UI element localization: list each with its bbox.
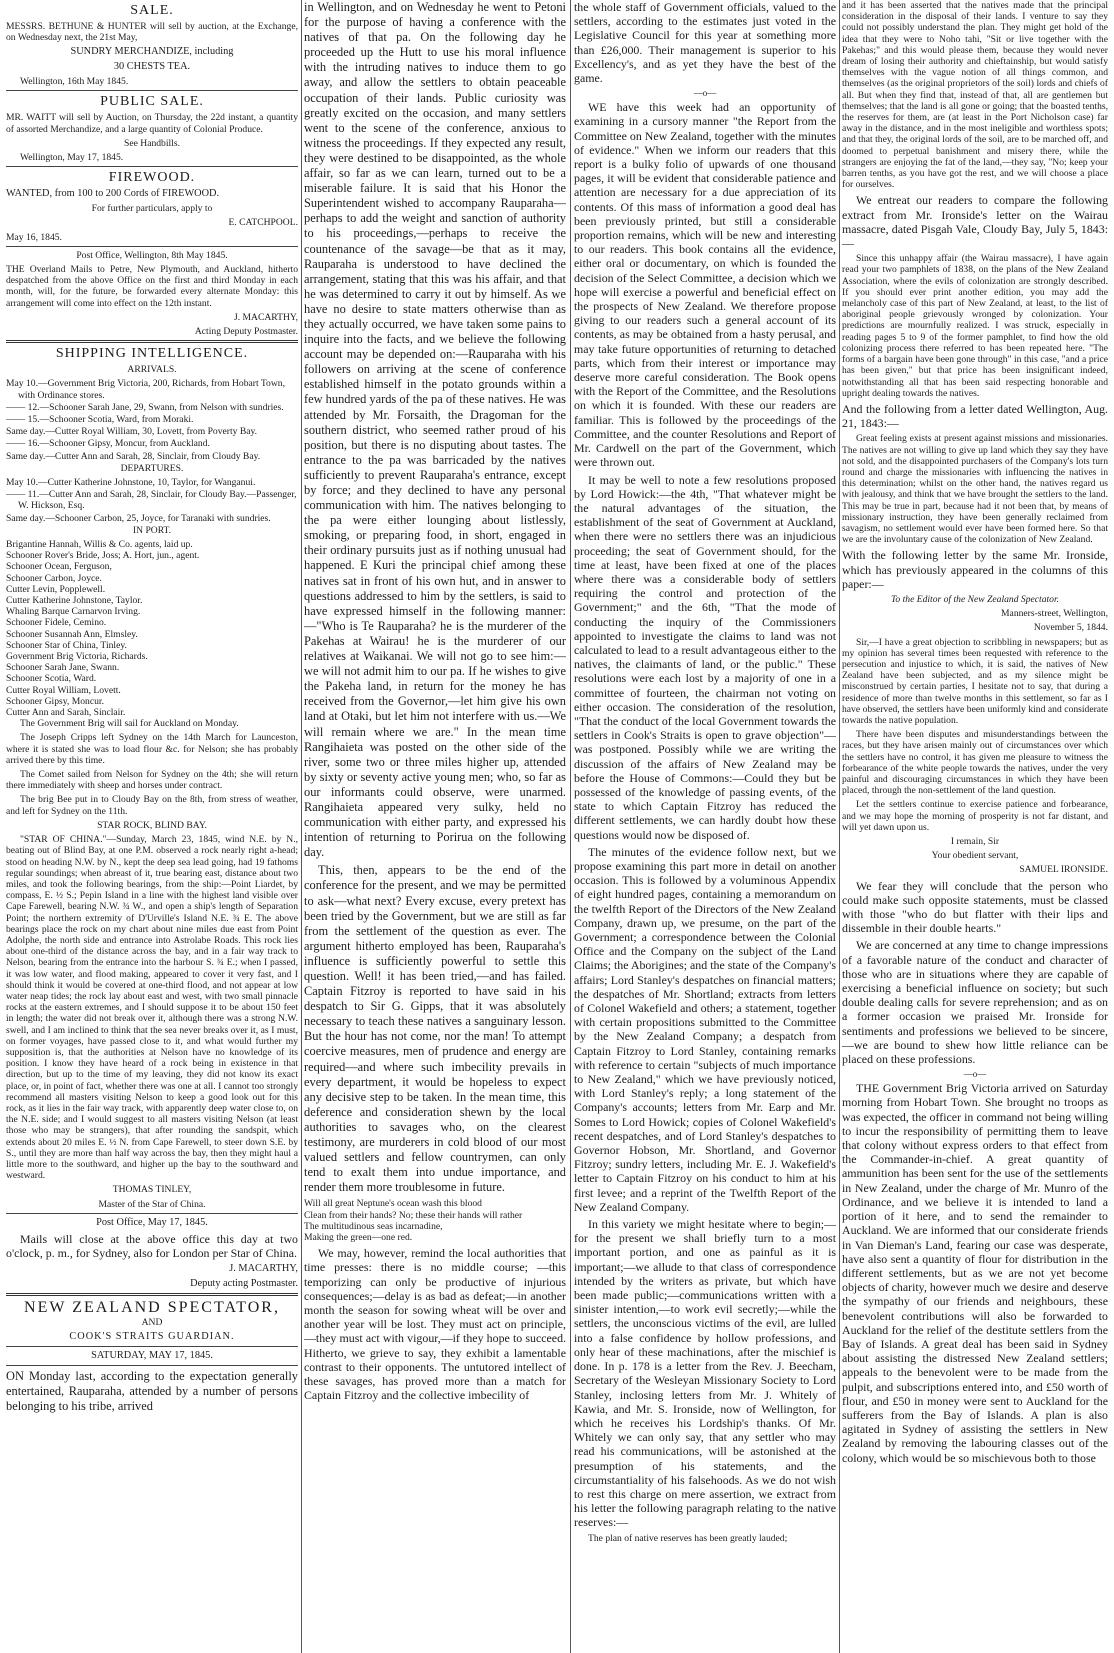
divider xyxy=(6,246,298,247)
article-paragraph: This, then, appears to be the end of the conference for the present, and we may be permitted to ask—what next? Every excuse, every pretext has been tried by the Government, but we are still as far from the settlement of the question as ever. The argument hitherto employed has been, Rauparaha's influence is sufficiently powerful to settle this question. Well! it has been tried,—and has failed. Captain Fitzroy is reported to have said in his despatch to Sir G. Gipps, that it was absolutely necessary to teach these natives a sanguinary lesson. But the hour has not come, nor the man! To attempt coercive measures, men of prudence and energy are required—and where such imbecility prevails in every department, it would be hopeless to expect any decisive step to be taken. In the mean time, this deference and consideration shewn by the local authorities to savages who, on the clearest testimony, are murderers in cold blood of our most valued settlers and fellow countrymen, can only tend to exalt them into undue importance, and render them more troublesome in future. xyxy=(304,863,566,1195)
in-port-entry: Schooner Ocean, Ferguson, xyxy=(6,561,112,573)
verse-line: Making the green—one red. xyxy=(304,1232,413,1244)
star-rock-sign-title: Master of the Star of China. xyxy=(98,1198,206,1210)
in-port-entry: Schooner Sarah Jane, Swann. xyxy=(6,662,120,674)
divider xyxy=(6,166,298,167)
article-report-committee: WE have this week had an opportunity of examining in a cursory manner "the Report from the Committee on New Zealand, together with the minutes of evidence." When we inform our readers that this report is a bulky folio of upwards of one thousand pages, it will be evident that considerable patience and attention are necessary for a due appreciation of its contents. Of this mass of information a good deal has been previously printed, but still a considerable proportion remains, which will be new and interesting to our readers. This book contains all the evidence, either oral or documentary, on which is founded the decision of the Select Committee, a decision which we hope will exercise a powerful and beneficial effect on the prospects of New Zealand. We therefore propose giving to our readers such a general account of its contents, as may be obtained from a hasty perusal, and may take future opportunities of returning to detached parts, which from their interest or importance may deserve more careful consideration. The Book opens with the Report of the Committee, and the Resolutions on which it is founded. With these our readers are familiar. This is followed by the proceedings of the Committee, and the counter Resolutions and Report of Mr. Cardwell on the part of the Government, which were thrown out. xyxy=(574,100,836,470)
column-rule xyxy=(839,0,840,1653)
divider xyxy=(6,90,298,91)
ad-sale-item: SUNDRY MERCHANDIZE, including xyxy=(70,46,234,58)
post-office-notice-2-header: Post Office, May 17, 1845. xyxy=(96,1216,208,1228)
in-port-entry: Schooner Fidele, Cemino. xyxy=(6,617,107,629)
letter-address: Manners-street, Wellington, xyxy=(1001,608,1108,620)
column-3 xyxy=(574,0,836,1547)
post-office-notice-sign: J. MACARTHY, xyxy=(233,311,298,323)
in-port-entry: Cutter Royal William, Lovett. xyxy=(6,684,121,696)
article-rauparaha: in Wellington, and on Wednesday he went to Petoni for the purpose of having a conference with the natives of that pa. On the following day he proceeded up the Hutt to use his moral influence with the intruding natives to induce them to go away, and allow the settlers to obtain peaceable occupation of their lands. Public curiosity was greatly excited on the occasion, and many settlers went to the scene of the conference, anxious to witness the proceedings. If they expected any result, they were destined to be disappointed, as the whole affair, so far as we can learn, turned out to be a miserable failure. It is said that his Honor the Superintendent wished to accompany Rauparaha—perhaps to add the weight and sanction of authority to his proceedings,—perhaps to receive the countenance of the savage—be that as it may, Rauparaha is understood to have declined the arrangement, stating that this was his affair, and that he was determined to carry it out by himself. As we have no desire to state matters otherwise than as they actually occurred, we have taken some pains to inquire into the facts, and we believe the following account may be depended on:—Rauparaha with his followers on arriving at the scene of conference established himself in the potato grounds within a few hundred yards of the pa of these natives. He was attended by Mr. Forsaith, the Dragoman for the southern district, who seemed rather proud of his position, but there is no disputing about tastes. The entrance to the pa was barricaded by the natives sufficiently to prevent Rauparaha's entrance, except by force; and they declined to have any personal communication with him. The natives belonging to the pa were either lounging about listlessly, smoking, or preparing food, in short, engaged in their ordinary pursuits just as if nothing unusual had happened. E Kuri the principal chief among these natives sat in front of his own hut, and in answer to questions addressed to him by the settlers, is said to have expressed himself in the following manner:—"Who is Te Rauparaha? he is the murderer of the Pakehas at Wairau! he is the murderer of our relatives at Waikanai. We will not go to see him:—we will not admit him to our pa. If he wishes to give the Pakeha land, in return for the money he has received from the Governor,—let him give his own land at Otaki, but let him not interfere with us.—We will remain where we are." In the mean time Rangihaieta was posted on the other side of the river, some two or three miles higher up, attended by sixty or seventy active young men; who, so far as our informants could observe, were unarmed. Rangihaieta appeared very sulky, held no communication with either party, and expressed his intention of returning to Porirua on the following day. xyxy=(304,0,566,860)
ad-firewood-heading: FIREWOOD. xyxy=(108,170,196,186)
ad-public-sale-text: MR. WAITT will sell by Auction, on Thursday, the 22d instant, a quantity of assorted Merchandize, and a large quantity of Colonial Produce. xyxy=(6,112,298,135)
departure-entry: —— 11.—Cutter Ann and Sarah, 28, Sinclair, for Cloudy Bay.—Passenger, W. Hickson, Esq. xyxy=(6,489,297,512)
letter-sign: I remain, Sir xyxy=(950,836,1000,848)
shipping-note: The Government Brig will sail for Auckland on Monday. xyxy=(20,718,239,730)
article-paragraph: the whole staff of Government officials, valued to the settlers, according to the estimates just voted in the Legislative Council for this year at something more than £26,000. Their management is superior to his Excellency's, and as yet they have the best of the game. xyxy=(574,0,836,86)
in-port-entry: Schooner Gipsy, Moncur. xyxy=(6,695,104,707)
arrival-entry: —— 12.—Schooner Sarah Jane, 29, Swann, from Nelson with sundries. xyxy=(6,401,284,413)
shipping-note: The Comet sailed from Nelson for Sydney on the 4th; she will return there immediately with sheep and horses under contract. xyxy=(6,769,298,792)
star-rock-report: "STAR OF CHINA."—Sunday, March 23, 1845, wind N.E. by N., beating out of Blind Bay, at one P.M. observed a rock nearly right a-head; stood on heading N.W. by N., kept the deep sea lead going, had 19 fathoms regular soundings; when abreast of it, true bearing east, distance about two miles, and took the following bearings, from the ship:—Point Liardet, by compass, E. ½ S.; Pepin Island in a line with the highest land visible over Cape Farewell, bearing N.W. ¾ W., and open a ship's length of Separation Point; the northern extremity of D'Urville's Island N.E. ¾ E. The above bearings place the rock on my chart about nine miles due east from Point Adolphe, the north side and entrance into Astrolabe Roads. This rock lies about one-third of the distance across the bay, and in a fair way track to Nelson, bearing from the entrance into the harbour S. ¾ E.; when I passed, it was low water, and flood making, appeared to cover it very fast, and I should think it would be covered at one-third flood, and not appear at low water neap tides; the rock lay about east and west, with two small pinnacle rocks at the eastern extremes, and I should suppose it to be about 150 feet in length; the water did not break over it, although there was a strong N.W. swell, and I am inclined to think that the sea never breaks over it, as I must, on former voyages, have passed close to it, and what would further my supposition is, that the authorities at Nelson have no knowledge of its position. I know they have heard of a rock being in existence in that direction, but up to the time of my leaving, they did not know its exact place, or, in point of fact, whether there was one at all. I cannot too strongly recommend all masters visiting Nelson to keep a good look out for this rock, as it lies in the fair way track, with apparently deep water close to, on the N.E. side; and I would suggest to all masters visiting Nelson (at least those who may be strangers), that after rounding the sandspit, which extends about 20 miles E. ½ N. from Cape Farewell, to steer down S.E. by S., until they are more than half way across the bay, then they might haul a little more to the southward, and higher up the bay to the southward and westward. xyxy=(6,834,298,1182)
column-2 xyxy=(304,0,566,1405)
post-office-notice-title: Acting Deputy Postmaster. xyxy=(194,325,298,337)
in-port-entry: Cutter Levin, Popplewell. xyxy=(6,583,106,595)
ad-firewood-text: WANTED, from 100 to 200 Cords of FIREWOOD. xyxy=(6,188,220,200)
column-rule xyxy=(301,0,302,1653)
in-port-entry: Cutter Katherine Johnstone, Taylor. xyxy=(6,595,143,607)
in-port-entry: Schooner Rover's Bride, Joss; A. Hort, jun., agent. xyxy=(6,550,200,562)
column-1 xyxy=(6,0,298,1417)
article-government-brig: THE Government Brig Victoria arrived on Saturday morning from Hobart Town. She brought no troops as was expected, the officer in command not being willing to incur the responsibility of permitting them to leave that colony without express orders to that effect from the Commander-in-chief. A great quantity of ammunition has been sent for the use of the settlements in New Zealand, under the charge of Mr. Munro of the Ordinance, and we believe it is intended to land a portion of it here, and to send the remainder to Auckland. We are informed that our considerate friends in Van Dieman's Land, fearing our case was desperate, have also sent a quantity of flour for distribution in the different settlements, but as we are not yet become objects of charity, however much we desire and deserve the sympathy of our friends and neighbours, these benevolent contributions will also be forwarded to Auckland for the relief of the destitute settlers from the Bay of Islands. A great deal has been said in Sydney about assisting the distressed New Zealand settlers; appeals to the benevolent were to be made from the pulpit, and subscriptions entered into, and £50 worth of flour, and £50 in money were sent to Auckland for the sufferers from the Bay of Islands. A plan is also agitated in Sydney of assisting the settlers in New Zealand by removing the labouring classes out of the colony, which would be so mischievous both to those xyxy=(842,1081,1108,1465)
divider xyxy=(6,1346,298,1347)
letter-date: November 5, 1844. xyxy=(1033,622,1108,634)
article-paragraph: We are concerned at any time to change impressions of a favorable nature of the conduct and character of those who are in situations where they are capable of exercising a beneficial influence on society; but such double dealing calls for severe reprehension; and as on a former occasion we praised Mr. Ironside for sentiments and professions we believed to be sincere, —we are bound to shew how little reliance can be placed on these professions. xyxy=(842,938,1108,1067)
divider xyxy=(6,340,298,343)
departure-entry: Same day.—Schooner Carbon, 25, Joyce, for Taranaki with sundries. xyxy=(6,512,271,524)
ad-sale-item: 30 CHESTS TEA. xyxy=(113,61,191,73)
verse-line: The multitudinous seas incarnadine, xyxy=(304,1220,443,1232)
shipping-note: The Joseph Cripps left Sydney on the 14th March for Launceston, where it is stated she was to load flour &c. for Nelson; she has probably arrived there by this time. xyxy=(6,732,298,766)
in-port-entry: Brigantine Hannah, Willis & Co. agents, laid up. xyxy=(6,539,193,551)
ad-public-sale-heading: PUBLIC SALE. xyxy=(100,94,204,110)
article-paragraph: The minutes of the evidence follow next, but we propose examining this part more in detail on another occasion. This is followed by a voluminous Appendix of eight hundred pages, containing a memorandum on the twelfth Report of the Directors of the New Zealand Company, drawn up, we presume, on the part of the Government; a correspondence between the Colonial Office and the Company on the subject of the Land Claims; the Aborigines; and the state of the Company's affairs; Lord Stanley's despatches on financial matters; the despatches of Mr. Shortland; extracts from letters of Colonel Wakefield and others; a statement, together with certain propositions submitted to the Committee by the New Zealand Company; a despatch from Captain Fitzroy to Lord Stanley, containing remarks with reference to certain "subjects of much importance to New Zealand," which we have previously noticed, with Lord Stanley's reply; a long statement of the Company's accounts; letters from Mr. Earp and Mr. Somes to Lord Howick; copies of Colonel Wakefield's recent despatches, and of Lord Stanley's despatches to Governor Hobson, Mr. Shortland, and Governor Fitzroy; sundry letters, including Mr. E. J. Wakefield's letter to Captain Fitzroy on his conduct to him at his first levee; and a reprint of the Twelfth Report of the New Zealand Company. xyxy=(574,844,836,1214)
section-separator: —o— xyxy=(693,88,717,99)
in-port-entry: Schooner Susannah Ann, Elmsley. xyxy=(6,628,138,640)
quoted-extract: and it has been asserted that the natives made that the principal consideration in the disposal of their lands. I venture to say they could not possibly understand the plan. They might get hold of the idea that they were to Noho tahi, "Sit or live together with the Pakehas;" and this would please them, because they would never dream of losing their authority and chieftainship, but would satisfy themselves with the vague notion of all things common, and themselves (as the original proprietors of the soil) lords and chiefs of all. But when they find that, instead of that, all are gentlemen but themselves; that the land is all gone or going; that the boasted tenths, the reserves for them, are (at least in the Port Nicholson case) far away in the distance, and in the most ineligible and worthless spots; and that they, the original lords of the soil, are to be marched off, and doomed to perpetual banishment and misery there, while the strangers are enjoying the fat of the land,—they say, "No; keep your barren tenths, as you have got the rest, and we will choose a place for ourselves. xyxy=(842,0,1108,191)
quoted-extract: The plan of native reserves has been greatly lauded; xyxy=(588,1532,788,1544)
quoted-extract: Great feeling exists at present against missions and missionaries. The natives are not willing to give up land which they say they have not sold, and the disappointed purchasers of the Company's lots turn round and charge the missionaries with influencing the natives in this determination; whilst on the other hand, the natives regard us with jealousy, and think that we have brought the settlers to the land. This may be true in part, because had it not been that, by means of missionary instruction, they have been generally reclaimed from savagism, no settlement would ever have been formed here. So that we are the involuntary cause of the colonization of New Zealand. xyxy=(842,433,1108,546)
ad-sale-date: Wellington, 16th May 1845. xyxy=(20,76,129,88)
article-paragraph: We may, however, remind the local authorities that time presses: there is no middle course; —this temporizing can only be productive of injurious consequences;—delay is as bad as defeat;—in another month the season for sowing wheat will be over and another year will be lost. They must act on principle,—they must act with vigour,—if they hope to succeed. Hitherto, we grieve to say, they exhibit a lamentable contrast to their opponents. The untutored intellect of these savages, has proved more than a match for Captain Fitzroy and the collective imbecility of xyxy=(304,1246,566,1403)
in-port-entry: Cutter Ann and Sarah, Sinclair. xyxy=(6,707,126,719)
post-office-notice-2-sign: J. MACARTHY, xyxy=(229,1263,298,1275)
star-rock-sign: THOMAS TINLEY, xyxy=(112,1184,192,1196)
shipping-heading: SHIPPING INTELLIGENCE. xyxy=(55,346,249,362)
post-office-notice-header: Post Office, Wellington, 8th May 1845. xyxy=(76,249,228,261)
letter-paragraph: There have been disputes and misunderstandings between the races, but they have arisen mainly out of circumstances over which the settlers have no control, it has given me pleasure to witness the forbearance of the white people towards the natives, under the very painful and discouraging circumstances in which they have been placed, through the non-settlement of the land question. xyxy=(842,729,1108,797)
quoted-extract: Since this unhappy affair (the Wairau massacre), I have again read your two pamphlets of 1838, on the plans of the New Zealand Association, where the evils of colonization are strongly described. If you should ever print another edition, you may add the melancholy case of this part of New Zealand, at least, to the list of aboriginal people grievously wronged by colonization. Your predictions are mournfully realized. I was struck, especially in reading pages 5 to 9 of the former pamphlet, to find how the old colonizing process there referred to has been repeated here. "The forms of a bargain have been gone through" in this case, "and a price has been given," but that price has been insignificant indeed, notwithstanding all that has been said respecting honorable and upright dealing towards the natives. xyxy=(842,253,1108,399)
article-paragraph: And the following from a letter dated Wellington, Aug. 21, 1843:— xyxy=(842,401,1108,431)
masthead-subtitle: COOK'S STRAITS GUARDIAN. xyxy=(69,1331,235,1343)
ad-firewood-sign: E. CATCHPOOL. xyxy=(228,217,298,229)
arrivals-heading: ARRIVALS. xyxy=(127,364,177,376)
in-port-entry: Schooner Carbon, Joyce. xyxy=(6,572,102,584)
arrival-entry: May 10.—Government Brig Victoria, 200, Richards, from Hobart Town, with Ordinance stores. xyxy=(6,378,285,401)
ad-public-sale-date: Wellington, May 17, 1845. xyxy=(20,152,124,164)
leader-opening: ON Monday last, according to the expectation generally entertained, Rauparaha, attended by a number of persons belonging to his tribe, arrived xyxy=(6,1368,298,1414)
post-office-notice-2-title: Deputy acting Postmaster. xyxy=(190,1278,298,1290)
ad-firewood-date: May 16, 1845. xyxy=(6,231,62,243)
divider xyxy=(6,1213,298,1214)
divider xyxy=(6,1365,298,1366)
ad-public-sale-note: See Handbills. xyxy=(124,137,180,149)
arrival-entry: Same day.—Cutter Ann and Sarah, 28, Sinclair, from Cloudy Bay. xyxy=(6,450,261,462)
letter-paragraph: Let the settlers continue to exercise patience and forbearance, and we may hope the morning of prosperity is not far distant, and will yet dawn upon us. xyxy=(842,799,1108,833)
shipping-note: The brig Bee put in to Cloudy Bay on the 8th, from stress of weather, and left for Sydney on the 11th. xyxy=(6,794,298,817)
post-office-notice-2-text: Mails will close at the above office this day at two o'clock, p. m., for Sydney, also for London per Star of China. xyxy=(6,1231,298,1260)
article-paragraph: We fear they will conclude that the person who could make such opposite statements, must be classed with those "who do but flatter with their lips and dissemble in their double hearts." xyxy=(842,878,1108,936)
article-paragraph: In this variety we might hesitate where to begin;—for the present we shall briefly turn to a most important portion, and one as painful as it is important;—we allude to that class of correspondence intended by the writers as private, but which have been made public;—communications written with a sinister intention,—to work evil secretly;—while the settlers, the unconscious victims of the evil, are lulled into a false confidence by hollow professions, and only hear of these machinations, after the mischief is done. In p. 178 is a letter from the Rev. J. Beecham, Secretary of the Wesleyan Missionary Society to Lord Stanley, inclosing letters from Mr. J. Whitely of Kawia, and Mr. S. Ironside, now of Wellington, for which he receives his Lordship's thanks. Of Mr. Whitely we can only say, that any settler who may read his communications, will be astonished at the presumption of his statements, and the circumstantiality of his falsehoods. As we do not wish to rest this charge on mere assertion, we extract from his letter the following paragraph relating to the native reserves:— xyxy=(574,1217,836,1530)
arrival-entry: Same day.—Cutter Royal William, 30, Lovett, from Poverty Bay. xyxy=(6,426,258,438)
post-office-notice-text: THE Overland Mails to Petre, New Plymouth, and Auckland, hitherto despatched from the above Office on the first and third Monday in each month, will, for the future, be forwarded every alternate Monday: this arrangement will come into effect on the 12th instant. xyxy=(6,263,298,309)
ad-firewood-text: For further particulars, apply to xyxy=(91,203,213,215)
departure-entry: May 10.—Cutter Katherine Johnstone, 10, Taylor, for Wanganui. xyxy=(6,477,256,488)
article-paragraph: It may be well to note a few resolutions proposed by Lord Howick:—the 4th, "That whatever might be the natural advantages of the situation, the establishment of the seat of Government at Auckland, when there were no settlers there was an injudicious proceeding; the seat of Government should, for the time at least, have been fixed at one of the places where there was a considerable body of settlers requiring the control and protection of the Government;" and the 6th, "That the mode of conducting the inquiry of the Commissioners appointed to investigate the claims to land was not calculated to lead to a result advantageous either to the natives, the claimants of land, or the public." These resolutions were each lost by a majority of one in a committee of fourteen, the chairman not voting on either occasion. The consideration of the resolution, "That the conduct of the local Government towards the settlers in Cook's Straits is open to grave objection"—was postponed. Possibly while we are writing the discussion of the affairs of New Zealand may be before the House of Commons:—Could they but be possessed of the knowledge of passing events, of the state to which Captain Fitzroy has reduced the different settlements, we can hardly doubt how these questions would now be disposed of. xyxy=(574,472,836,842)
divider xyxy=(6,1293,298,1296)
departures-heading: DEPARTURES. xyxy=(120,462,184,474)
letter-signature: SAMUEL IRONSIDE. xyxy=(1019,864,1108,876)
letter-paragraph: Sir,—I have a great objection to scribbling in newspapers; but as my opinion has several times been requested with reference to the persecution and injustice to which, it is said, the natives of New Zealand have been subjected, and as my silence might be misconstrued by certain parties, I hesitate not to say, that during a residence of more than twelve months in this settlement, so far as I have observed, the settlers have been uniformly kind and considerate towards the native population. xyxy=(842,636,1108,726)
section-separator: —o— xyxy=(963,1069,987,1080)
masthead-and: AND xyxy=(141,1316,163,1328)
arrival-entry: —— 16.—Schooner Gipsy, Moncur, from Auckland. xyxy=(6,438,210,450)
star-rock-heading: STAR ROCK, BLIND BAY. xyxy=(97,819,207,831)
ad-sale-text: MESSRS. BETHUNE & HUNTER will sell by auction, at the Exchange, on Wednesday next, the 21st May, xyxy=(6,21,298,44)
article-paragraph: With the following letter by the same Mr. Ironside, which has previously appeared in the columns of this paper:— xyxy=(842,548,1108,591)
masthead-title: NEW ZEALAND SPECTATOR, xyxy=(24,1298,280,1316)
article-paragraph: We entreat our readers to compare the following extract from Mr. Ironside's letter on the Wairau massacre, dated Pisgah Vale, Cloudy Bay, July 5, 1843:— xyxy=(842,193,1108,251)
masthead-date: SATURDAY, MAY 17, 1845. xyxy=(91,1350,213,1362)
column-4 xyxy=(842,0,1108,1468)
ad-sale-heading: SALE. xyxy=(130,3,174,18)
arrival-entry: —— 15.—Schooner Scotia, Ward, from Moraki. xyxy=(6,413,194,425)
verse-line: Will all great Neptune's ocean wash this blood xyxy=(304,1198,482,1210)
in-port-entry: Whaling Barque Carnarvon Irving. xyxy=(6,606,141,618)
in-port-heading: IN PORT. xyxy=(132,524,172,536)
in-port-entry: Government Brig Victoria, Richards. xyxy=(6,651,148,663)
verse-line: Clean from their hands? No; these their hands will rather xyxy=(304,1209,523,1221)
in-port-entry: Schooner Scotia, Ward. xyxy=(6,673,97,685)
letter-heading: To the Editor of the New Zealand Spectator. xyxy=(890,593,1060,605)
in-port-entry: Schooner Star of China, Tinley. xyxy=(6,639,127,651)
column-rule xyxy=(570,0,571,1653)
letter-sign: Your obedient servant, xyxy=(931,850,1019,862)
